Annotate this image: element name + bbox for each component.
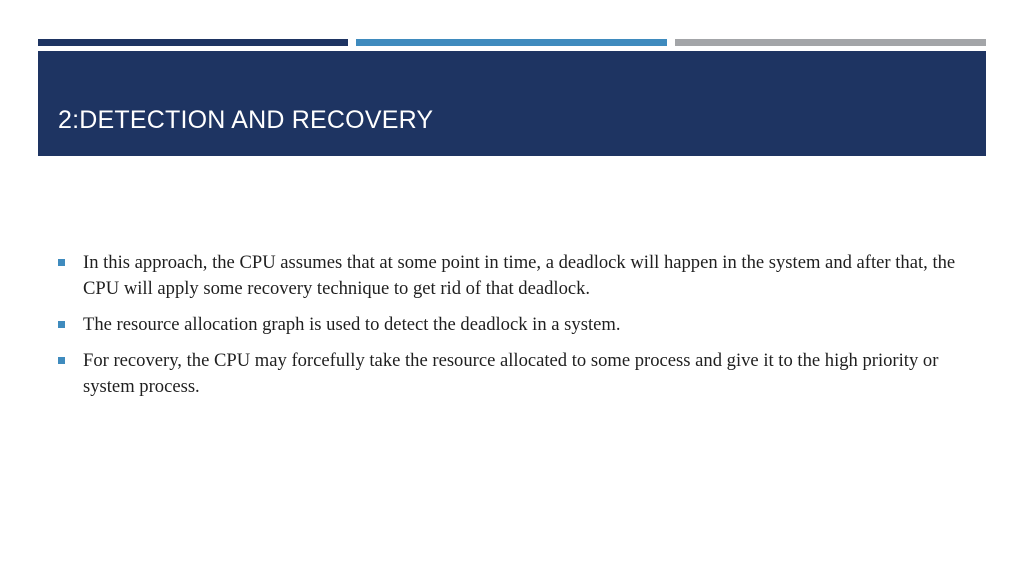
bullet-list <box>58 250 973 410</box>
title-band <box>38 51 986 156</box>
top-bar-dark-blue <box>38 39 348 46</box>
square-bullet-icon <box>58 259 65 266</box>
bullet-item <box>58 250 973 302</box>
bullet-text: In this approach, the CPU assumes that at some point in time, a deadlock will happen in the system and after that, the CPU will apply some recovery technique to get rid of that deadlock. <box>83 252 956 299</box>
top-bar-light-blue <box>356 39 667 46</box>
bullet-item <box>58 348 973 400</box>
top-bar-gray <box>675 39 986 46</box>
square-bullet-icon <box>58 357 65 364</box>
square-bullet-icon <box>58 321 65 328</box>
bullet-text: For recovery, the CPU may forcefully take the resource allocated to some process and give it to the high priority or system process. <box>83 350 939 397</box>
bullet-item <box>58 312 973 338</box>
decorative-top-bars <box>38 39 986 46</box>
slide-title: 2:DETECTION AND RECOVERY <box>58 106 434 134</box>
bullet-text: The resource allocation graph is used to detect the deadlock in a system. <box>83 314 621 335</box>
